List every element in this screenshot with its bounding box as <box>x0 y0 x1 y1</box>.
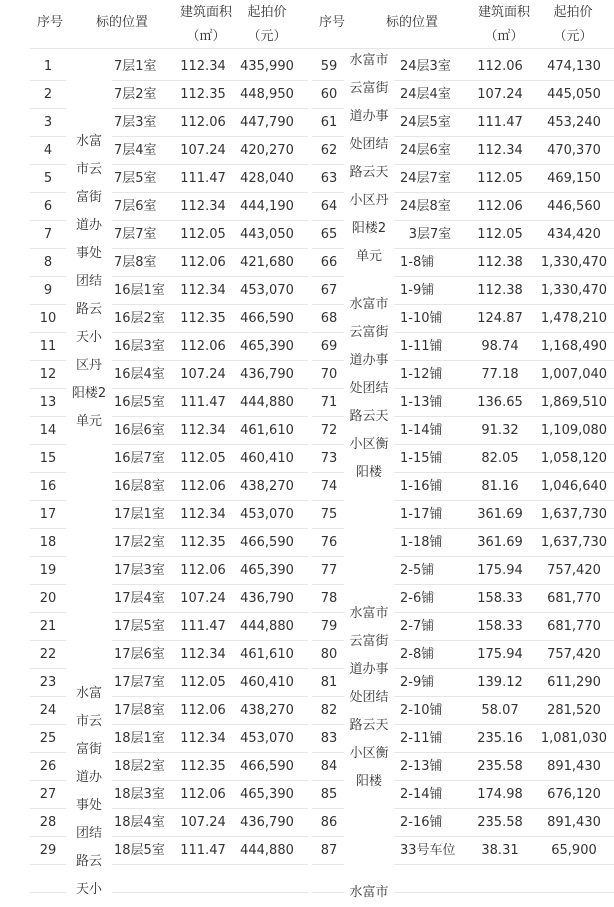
row-number: 8 <box>43 255 53 270</box>
unit-label: 24层5室 <box>400 115 451 130</box>
unit-label: 17层2室 <box>114 535 165 550</box>
price-value: 453,070 <box>240 731 294 746</box>
unit-label: 7层1室 <box>114 59 157 74</box>
price-value: 428,040 <box>240 171 294 186</box>
area-value: 112.34 <box>180 647 226 662</box>
area-value: 112.06 <box>180 479 226 494</box>
area-value: 107.24 <box>477 87 523 102</box>
price-value: 444,880 <box>240 619 294 634</box>
area-value: 112.06 <box>180 255 226 270</box>
area-value: 112.38 <box>477 283 523 298</box>
row-number: 83 <box>320 731 338 746</box>
row-number: 18 <box>39 535 57 550</box>
header-price-unit-right: （元） <box>553 29 593 44</box>
price-value: 466,590 <box>240 759 294 774</box>
price-value: 1,168,490 <box>540 339 608 354</box>
price-value: 1,330,470 <box>540 283 608 298</box>
price-value: 438,270 <box>240 479 294 494</box>
unit-label: 7层8室 <box>114 255 157 270</box>
price-value: 453,070 <box>240 283 294 298</box>
area-value: 112.34 <box>180 283 226 298</box>
unit-label: 16层1室 <box>114 283 165 298</box>
price-value: 1,869,510 <box>540 395 608 410</box>
row-number: 72 <box>320 423 338 438</box>
area-value: 112.06 <box>180 339 226 354</box>
row-number: 23 <box>39 675 57 690</box>
unit-label: 2-11铺 <box>400 731 443 746</box>
area-value: 91.32 <box>481 423 519 438</box>
unit-label: 2-6铺 <box>400 591 435 606</box>
row-number: 78 <box>320 591 338 606</box>
unit-label: 24层6室 <box>400 143 451 158</box>
price-value: 474,130 <box>547 59 601 74</box>
unit-label: 1-15铺 <box>400 451 443 466</box>
header-location-left: 标的位置 <box>95 15 148 30</box>
area-value: 112.06 <box>180 703 226 718</box>
header-price-left: 起拍价 <box>247 5 287 20</box>
area-value: 107.24 <box>180 143 226 158</box>
area-value: 112.06 <box>180 563 226 578</box>
unit-label: 7层2室 <box>114 87 157 102</box>
row-number: 26 <box>39 759 57 774</box>
row-number: 29 <box>39 843 57 858</box>
area-value: 158.33 <box>477 619 523 634</box>
price-value: 1,478,210 <box>540 311 608 326</box>
unit-label: 2-7铺 <box>400 619 435 634</box>
price-value: 443,050 <box>240 227 294 242</box>
unit-label: 18层3室 <box>114 787 165 802</box>
price-value: 891,430 <box>547 815 601 830</box>
area-value: 235.16 <box>477 731 523 746</box>
price-value: 1,081,030 <box>540 731 608 746</box>
unit-label: 16层2室 <box>114 311 165 326</box>
unit-label: 1-13铺 <box>400 395 443 410</box>
row-number: 14 <box>39 423 57 438</box>
row-divider <box>394 892 614 893</box>
unit-label: 2-9铺 <box>400 675 435 690</box>
row-number: 77 <box>320 563 338 578</box>
price-value: 444,190 <box>240 199 294 214</box>
unit-label: 16层5室 <box>114 395 165 410</box>
unit-label: 24层7室 <box>400 171 451 186</box>
price-value: 461,610 <box>240 423 294 438</box>
price-value: 435,990 <box>240 59 294 74</box>
area-value: 107.24 <box>180 591 226 606</box>
unit-label: 17层7室 <box>114 675 165 690</box>
unit-label: 24层3室 <box>400 59 451 74</box>
row-number: 65 <box>320 227 338 242</box>
area-value: 107.24 <box>180 815 226 830</box>
price-value: 891,430 <box>547 759 601 774</box>
unit-label: 7层6室 <box>114 199 157 214</box>
price-value: 757,420 <box>547 647 601 662</box>
area-value: 361.69 <box>477 535 523 550</box>
area-value: 174.98 <box>477 787 523 802</box>
row-number: 60 <box>320 87 338 102</box>
header-price-unit-left: （元） <box>247 29 287 44</box>
unit-label: 18层5室 <box>114 843 165 858</box>
price-value: 1,637,730 <box>540 535 608 550</box>
price-value: 1,058,120 <box>540 451 608 466</box>
unit-label: 16层8室 <box>114 479 165 494</box>
area-value: 111.47 <box>180 171 226 186</box>
row-number: 15 <box>39 451 57 466</box>
row-number: 67 <box>320 283 338 298</box>
unit-label: 16层4室 <box>114 367 165 382</box>
row-divider <box>312 892 344 893</box>
row-number: 11 <box>39 339 57 354</box>
header-area-left: 建筑面积 <box>179 5 232 20</box>
unit-label: 7层3室 <box>114 115 157 130</box>
area-value: 112.34 <box>180 507 226 522</box>
area-value: 98.74 <box>481 339 519 354</box>
unit-label: 7层7室 <box>114 227 157 242</box>
unit-label: 17层6室 <box>114 647 165 662</box>
area-value: 38.31 <box>481 843 519 858</box>
row-number: 20 <box>39 591 57 606</box>
unit-label: 18层2室 <box>114 759 165 774</box>
row-number: 68 <box>320 311 338 326</box>
price-value: 1,046,640 <box>540 479 608 494</box>
price-value: 448,950 <box>240 87 294 102</box>
area-value: 112.05 <box>477 171 523 186</box>
price-value: 436,790 <box>240 367 294 382</box>
price-value: 1,109,080 <box>540 423 608 438</box>
price-value: 434,420 <box>547 227 601 242</box>
unit-label: 7层5室 <box>114 171 157 186</box>
row-number: 86 <box>320 815 338 830</box>
unit-label: 2-13铺 <box>400 759 443 774</box>
price-value: 465,390 <box>240 787 294 802</box>
price-value: 444,880 <box>240 843 294 858</box>
area-value: 112.34 <box>180 59 226 74</box>
row-number: 74 <box>320 479 338 494</box>
row-number: 13 <box>39 395 57 410</box>
area-value: 111.47 <box>180 843 226 858</box>
row-number: 28 <box>39 815 57 830</box>
row-number: 66 <box>320 255 338 270</box>
price-value: 453,240 <box>547 115 601 130</box>
price-value: 465,390 <box>240 339 294 354</box>
price-value: 444,880 <box>240 395 294 410</box>
unit-label: 17层5室 <box>114 619 165 634</box>
unit-label: 2-14铺 <box>400 787 443 802</box>
area-value: 112.35 <box>180 87 226 102</box>
area-value: 82.05 <box>481 451 519 466</box>
header-no-right: 序号 <box>318 15 345 30</box>
price-value: 611,290 <box>547 675 601 690</box>
price-value: 469,150 <box>547 171 601 186</box>
header-area-unit-left: （㎡） <box>186 29 226 44</box>
unit-label: 18层4室 <box>114 815 165 830</box>
area-value: 112.34 <box>477 143 523 158</box>
location-cell: 水富市 云富街 道办事 处团结 路云天 小区衡 阳楼 <box>349 606 389 789</box>
price-value: 466,590 <box>240 311 294 326</box>
unit-label: 1-10铺 <box>400 311 443 326</box>
location-cell: 水富 市云 富街 道办 事处 团结 路云 天小 区丹 阳楼2 单元 <box>71 134 107 429</box>
price-value: 681,770 <box>547 591 601 606</box>
row-number: 19 <box>39 563 57 578</box>
area-value: 158.33 <box>477 591 523 606</box>
row-number: 62 <box>320 143 338 158</box>
price-value: 466,590 <box>240 535 294 550</box>
row-number: 17 <box>39 507 57 522</box>
row-number: 70 <box>320 367 338 382</box>
location-cell: 水富 市云 富街 道办 事处 团结 路云 天小 <box>75 686 102 897</box>
price-value: 65,900 <box>551 843 597 858</box>
area-value: 112.06 <box>180 787 226 802</box>
header-location-right: 标的位置 <box>385 15 438 30</box>
price-value: 436,790 <box>240 591 294 606</box>
row-number: 5 <box>43 171 53 186</box>
unit-label: 1-16铺 <box>400 479 443 494</box>
row-number: 73 <box>320 451 338 466</box>
unit-label: 1-11铺 <box>400 339 443 354</box>
price-value: 470,370 <box>547 143 601 158</box>
unit-label: 24层8室 <box>400 199 451 214</box>
price-value: 1,637,730 <box>540 507 608 522</box>
area-value: 111.47 <box>477 115 523 130</box>
area-value: 111.47 <box>180 395 226 410</box>
header-price-right: 起拍价 <box>553 5 593 20</box>
row-number: 63 <box>320 171 338 186</box>
header-area-unit-right: （㎡） <box>484 29 524 44</box>
row-number: 6 <box>43 199 53 214</box>
row-number: 7 <box>43 227 53 242</box>
unit-label: 3层7室 <box>408 227 452 242</box>
unit-label: 2-16铺 <box>400 815 443 830</box>
row-number: 75 <box>320 507 338 522</box>
location-cell: 水富市 云富街 道办事 处团结 路云天 小区衡 阳楼 <box>349 297 389 480</box>
row-number: 25 <box>39 731 57 746</box>
row-number: 9 <box>43 283 53 298</box>
area-value: 77.18 <box>481 367 519 382</box>
price-value: 465,390 <box>240 563 294 578</box>
unit-label: 16层3室 <box>114 339 165 354</box>
row-number: 81 <box>320 675 338 690</box>
unit-label: 33号车位 <box>400 843 456 858</box>
price-value: 421,680 <box>240 255 294 270</box>
price-value: 461,610 <box>240 647 294 662</box>
row-divider <box>30 892 66 893</box>
unit-label: 1-9铺 <box>400 283 435 298</box>
unit-label: 24层4室 <box>400 87 451 102</box>
area-value: 112.35 <box>180 535 226 550</box>
area-value: 81.16 <box>481 479 519 494</box>
row-number: 61 <box>320 115 338 130</box>
area-value: 112.34 <box>180 731 226 746</box>
price-value: 445,050 <box>547 87 601 102</box>
unit-label: 16层6室 <box>114 423 165 438</box>
price-value: 1,007,040 <box>540 367 608 382</box>
row-number: 1 <box>43 59 53 74</box>
unit-label: 1-18铺 <box>400 535 443 550</box>
unit-label: 18层1室 <box>114 731 165 746</box>
row-number: 21 <box>39 619 57 634</box>
price-value: 447,790 <box>240 115 294 130</box>
row-number: 69 <box>320 339 338 354</box>
price-value: 1,330,470 <box>540 255 608 270</box>
area-value: 112.35 <box>180 759 226 774</box>
price-value: 757,420 <box>547 563 601 578</box>
unit-label: 2-5铺 <box>400 563 435 578</box>
unit-label: 17层8室 <box>114 703 165 718</box>
area-value: 235.58 <box>477 759 523 774</box>
area-value: 136.65 <box>477 395 523 410</box>
location-cell: 水富市 <box>349 885 389 900</box>
price-value: 460,410 <box>240 675 294 690</box>
row-number: 84 <box>320 759 338 774</box>
area-value: 112.05 <box>477 227 523 242</box>
unit-label: 17层1室 <box>114 507 165 522</box>
unit-label: 1-17铺 <box>400 507 443 522</box>
unit-label: 17层4室 <box>114 591 165 606</box>
unit-label: 17层3室 <box>114 563 165 578</box>
area-value: 175.94 <box>477 647 523 662</box>
price-value: 453,070 <box>240 507 294 522</box>
area-value: 139.12 <box>477 675 523 690</box>
row-number: 59 <box>320 59 338 74</box>
area-value: 112.05 <box>180 675 226 690</box>
unit-label: 1-12铺 <box>400 367 443 382</box>
area-value: 175.94 <box>477 563 523 578</box>
unit-label: 1-14铺 <box>400 423 443 438</box>
area-value: 111.47 <box>180 619 226 634</box>
area-value: 235.58 <box>477 815 523 830</box>
price-value: 436,790 <box>240 815 294 830</box>
price-value: 438,270 <box>240 703 294 718</box>
row-number: 85 <box>320 787 338 802</box>
area-value: 112.05 <box>180 451 226 466</box>
unit-label: 7层4室 <box>114 143 157 158</box>
row-number: 2 <box>43 87 53 102</box>
area-value: 112.34 <box>180 423 226 438</box>
price-value: 681,770 <box>547 619 601 634</box>
area-value: 112.06 <box>180 115 226 130</box>
unit-label: 2-8铺 <box>400 647 435 662</box>
area-value: 58.07 <box>481 703 519 718</box>
row-number: 16 <box>39 479 57 494</box>
area-value: 112.35 <box>180 311 226 326</box>
area-value: 112.06 <box>477 199 523 214</box>
row-number: 64 <box>320 199 338 214</box>
row-number: 87 <box>320 843 338 858</box>
row-number: 71 <box>320 395 338 410</box>
row-number: 4 <box>43 143 53 158</box>
header-area-right: 建筑面积 <box>477 5 530 20</box>
area-value: 112.05 <box>180 227 226 242</box>
row-number: 22 <box>39 647 57 662</box>
price-value: 460,410 <box>240 451 294 466</box>
area-value: 112.34 <box>180 199 226 214</box>
area-value: 112.38 <box>477 255 523 270</box>
row-number: 12 <box>39 367 57 382</box>
row-divider <box>112 892 308 893</box>
unit-label: 1-8铺 <box>400 255 435 270</box>
row-number: 27 <box>39 787 57 802</box>
unit-label: 16层7室 <box>114 451 165 466</box>
location-cell: 水富市 云富街 道办事 处团结 路云天 小区丹 阳楼2 单元 <box>349 53 389 264</box>
area-value: 124.87 <box>477 311 523 326</box>
row-number: 10 <box>39 311 57 326</box>
price-value: 446,560 <box>547 199 601 214</box>
area-value: 361.69 <box>477 507 523 522</box>
area-value: 112.06 <box>477 59 523 74</box>
unit-label: 2-10铺 <box>400 703 443 718</box>
row-number: 76 <box>320 535 338 550</box>
row-number: 79 <box>320 619 338 634</box>
price-value: 676,120 <box>547 787 601 802</box>
area-value: 107.24 <box>180 367 226 382</box>
row-number: 24 <box>39 703 57 718</box>
row-number: 82 <box>320 703 338 718</box>
header-divider <box>30 48 614 49</box>
row-number: 80 <box>320 647 338 662</box>
price-value: 420,270 <box>240 143 294 158</box>
price-value: 281,520 <box>547 703 601 718</box>
header-no-left: 序号 <box>36 15 63 30</box>
row-number: 3 <box>43 115 53 130</box>
